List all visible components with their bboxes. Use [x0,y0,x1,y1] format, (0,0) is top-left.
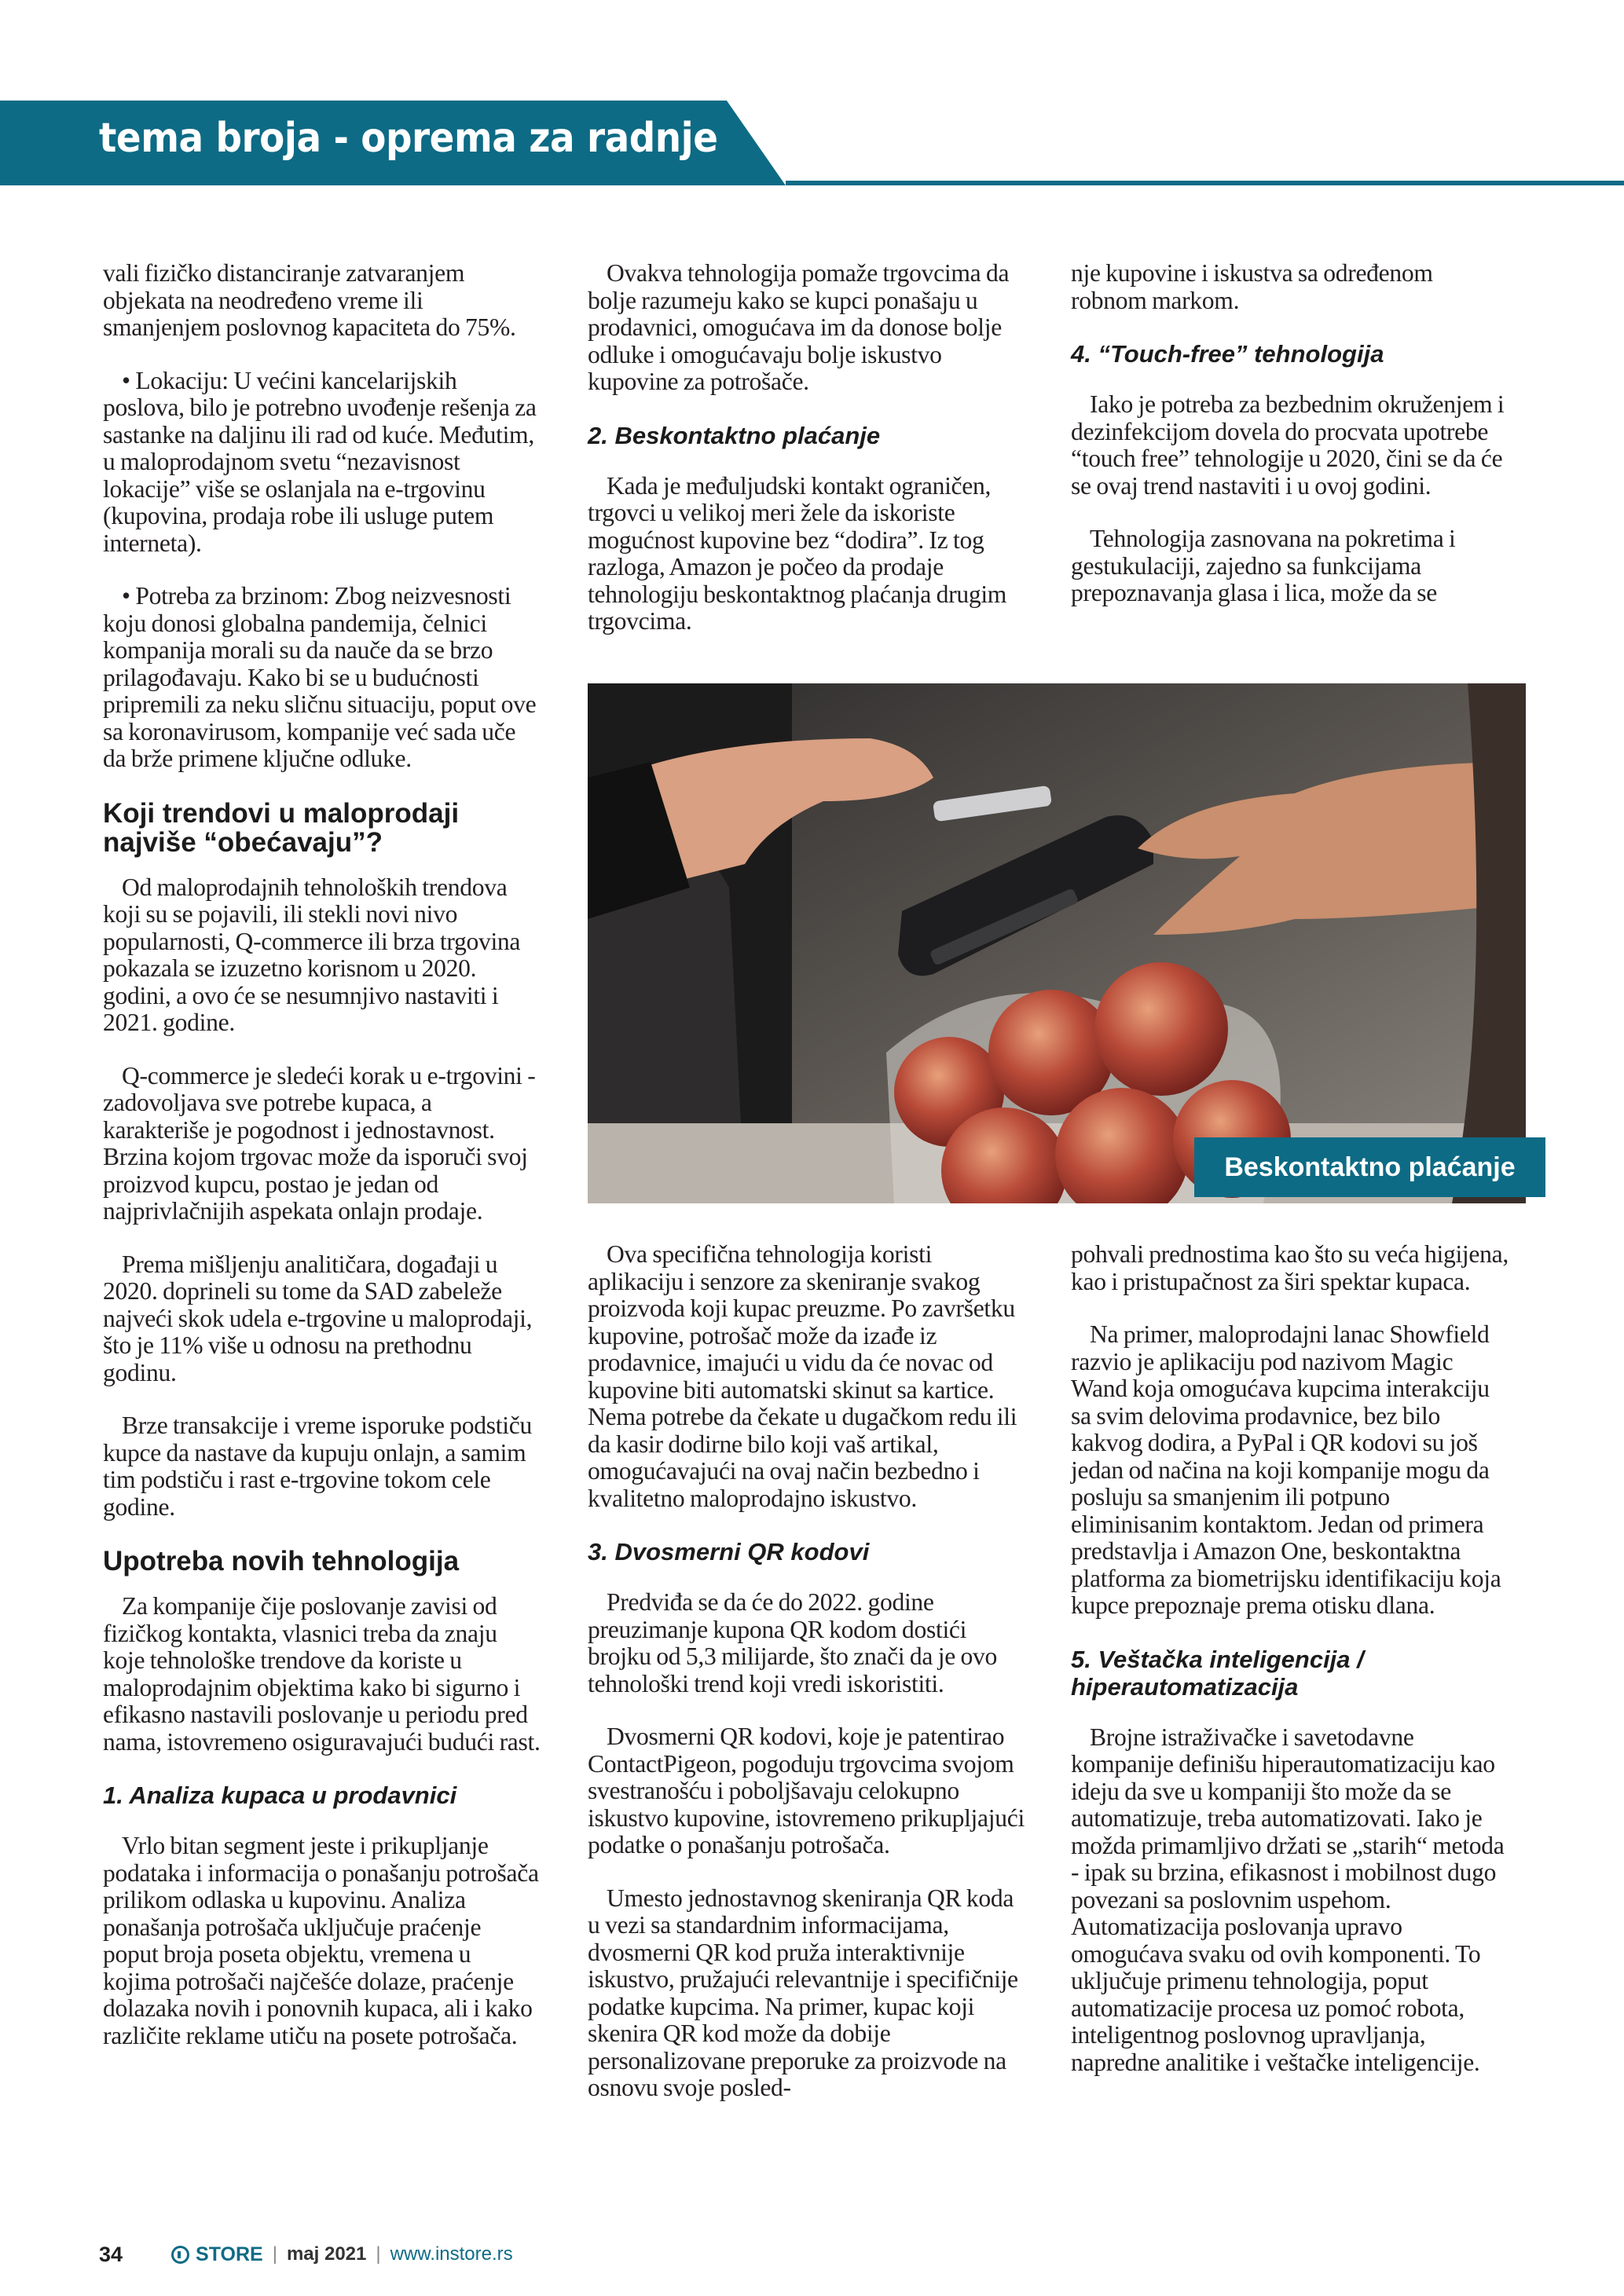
heading-trends: Koji trendovi u maloprodaji najviše “obećavaju”? [103,797,460,858]
heading-new-tech: Upotreba novih tehnologija [103,1546,460,1576]
contactless-payment-photo [588,683,1526,1203]
paragraph: Iako je potreba za bezbednim okruženjem i dezinfekcijom dovela do procvata upotrebe “touch free” tehnologije u 2020, čini se da će se ovaj trend nastaviti i u ovoj godini. [1071,390,1505,500]
column-3-top [1071,260,1509,633]
paragraph: • Lokaciju: U većini kancelarijskih poslova, bilo je potrebno uvođenje rešenja za sastanke na daljinu ili rad od kuće. Međutim, u maloprodajnom svetu “nezavisnost lokacije” više se oslanjala na e-trgovinu (kupovina, prodaja robe ili usluge putem interneta). [103,366,537,557]
paragraph: Kada je međuljudski kontakt ograničen, trgovci u velikoj meri žele da iskoriste mogućnost kupovine bez “dodira”. Iz tog razloga, Amazon je počeo da prodaje tehnologiju beskontaktnog plaćanja drugim trgovcima. [588,471,1007,635]
column-2-top [588,260,1026,661]
subheading-contactless: 2. Beskontaktno plaćanje [588,421,881,449]
paragraph: Brojne istraživačke i savetodavne kompanije definišu hiperautomatizaciju kao ideju da sve u kompaniji što može da se automatizuje, treba automatizovati. Iako je možda primamljivo držati se „starih“ metoda - ipak su brzina, efikasnost i mobilnost dugo povezani sa poslovnim uspehom. Automatizacija poslovanja upravo omogućava svaku od ovih komponenti. To uključuje primenu tehnologija, poput automatizacije procesa uz pomoć robota, inteligentnog poslovnog upravljanja, napredne analitike i veštačke inteligencije. [1071,1723,1505,2076]
subheading-customer-analysis: 1. Analiza kupaca u prodavnici [103,1782,457,1809]
page-footer [99,2240,513,2269]
paragraph: Prema mišljenju analitičara, događaji u 2020. doprineli su tome da SAD zabeleže najveći skok udela e-trgovine u maloprodaji, što je 11% više u odnosu na prethodnu godinu. [103,1250,533,1386]
paragraph: Tehnologija zasnovana na pokretima i gestukulaciji, zajedno sa funkcijama prepoznavanja glasa i lica, može da se [1071,525,1456,606]
section-title: tema broja - oprema za radnje [99,115,718,162]
paragraph: Na primer, maloprodajni lanac Showfield razvio je aplikaciju pod nazivom Magic Wand koja omogućava kupcima interakciju sa svim delovima prodavnice, bez bilo kakvog dodira, a PyPal i QR kodovi su još jedan od načina na koji kompanije mogu da posluju sa smanjenim ili potpuno eliminisanim kontaktom. Jedan od primera predstavlja i Amazon One, beskontaktna platforma za biometrijsku identifikaciju koja kupce prepoznaje prema otisku dlana. [1071,1320,1501,1619]
paragraph: Vrlo bitan segment jeste i prikupljanje podataka i informacija o ponašanju potrošača prilikom odlaska u kupovinu. Analiza ponašanja potrošača uključuje praćenje poput broja poseta objektu, vremena u kojima potrošači najčešće dolaze, praćenje dolazaka novih i ponovnih kupaca, ali i kako različite reklame utiču na posete potrošača. [103,1832,539,2049]
paragraph: Dvosmerni QR kodovi, koje je patentirao ContactPigeon, pogoduju trgovcima svojom svestranošću i poboljšavaju celokupno iskustvo kupovine, istovremeno prikupljajući podatke o ponašanju potrošača. [588,1723,1025,1858]
column-3-bottom [1071,1241,1509,2102]
power-icon [171,2246,189,2264]
paragraph: Od maloprodajnih tehnoloških trendova koji su se pojavili, ili stekli novi nivo popularnosti, Q-commerce ili brza trgovina pokazala se izuzetno korisnom u 2020. godini, a ovo će se nesumnjivo nastaviti i 2021. godine. [103,873,521,1036]
separator: | [376,2243,381,2265]
website-link[interactable]: www.instore.rs [390,2243,513,2265]
separator: | [272,2243,277,2265]
subheading-qr-codes: 3. Dvosmerni QR kodovi [588,1538,870,1565]
paragraph: pohvali prednostima kao što su veća higijena, kao i pristupačnost za širi spektar kupaca. [1071,1240,1509,1295]
paragraph: Q-commerce je sledeći korak u e-trgovini - zadovoljava sve potrebe kupaca, a karakteriše je pogodnost i jednostavnost. Brzina kojom trgovac može da isporuči svoj proizvod kupcu, postao je jedan od najprivlačnijih aspekata onlajn prodaje. [103,1061,536,1225]
column-2-bottom [588,1241,1026,2128]
paragraph: Predviđa se da će do 2022. godine preuzimanje kupona QR kodom dostići brojku od 5,3 milijarde, što znači da je ovo tehnološki trend koji vredi iskoristiti. [588,1588,998,1697]
paragraph: Brze transakcije i vreme isporuke podstiču kupce da nastave da kupuju onlajn, a samim tim podstiču i rast e-trgovine tokom cele godine. [103,1412,532,1521]
paragraph: Umesto jednostavnog skeniranja QR koda u vezi sa standardnim informacijama, dvosmerni QR kod pruža interaktivnije iskustvo, pružajući relevantnije i specifičnije podatke kupcima. Na primer, kupac koji skenira QR kod može da dobije personalizovane preporuke za proizvode na osnovu svoje posled- [588,1884,1018,2101]
paragraph: Za kompanije čije poslovanje zavisi od fizičkog kontakta, vlasnici treba da znaju koje tehnološke trendove da koriste u maloprodajnim objektima kako bi sigurno i efikasno nastavili poslovanje u periodu pred nama, istovremeno osiguravajući budući rast. [103,1592,541,1756]
magazine-logo [171,2243,263,2266]
paragraph: • Potreba za brzinom: Zbog neizvesnosti koju donosi globalna pandemija, čelnici kompanija morali su da nauče da se brzo prilagođavaju. Kako bi se u budućnosti pripremili za neku sličnu situaciju, poput ove sa koronavirusom, kompanije već sada uče da brže primene ključne odluke. [103,582,537,772]
paragraph: Ova specifična tehnologija koristi aplikaciju i senzore za skeniranje svakog proizvoda koji kupac preuzme. Po završetku kupovine, potrošač može da izađe iz prodavnice, imajući u vidu da će novac od kupovine biti automatski skinut sa kartice. Nema potrebe da čekate u dugačkom redu ili da kasir dodirne bilo koji vaš artikal, omogućavajući na ovaj način bezbedno i kvalitetno maloprodajno iskustvo. [588,1240,1017,1512]
photo-caption: Beskontaktno plaćanje [1194,1137,1545,1197]
paragraph: vali fizičko distanciranje zatvaranjem objekata na neodređeno vreme ili smanjenjem poslovnog kapaciteta do 75%. [103,259,516,341]
paragraph: nje kupovine i iskustva sa određenom robnom markom. [1071,259,1433,314]
paragraph: Ovakva tehnologija pomaže trgovcima da bolje razumeju kako se kupci ponašaju u prodavnici, omogućava im da donose bolje odluke i omogućavaju bolje iskustvo kupovine za potrošače. [588,259,1010,395]
column-1 [103,260,541,2075]
subheading-ai: 5. Veštačka inteligencija / hiperautomatizacija [1071,1645,1364,1701]
subheading-touch-free: 4. “Touch-free” tehnologija [1071,340,1384,368]
magazine-name: STORE [196,2243,263,2265]
issue-date: maj 2021 [286,2243,367,2265]
page-number: 34 [99,2242,123,2266]
